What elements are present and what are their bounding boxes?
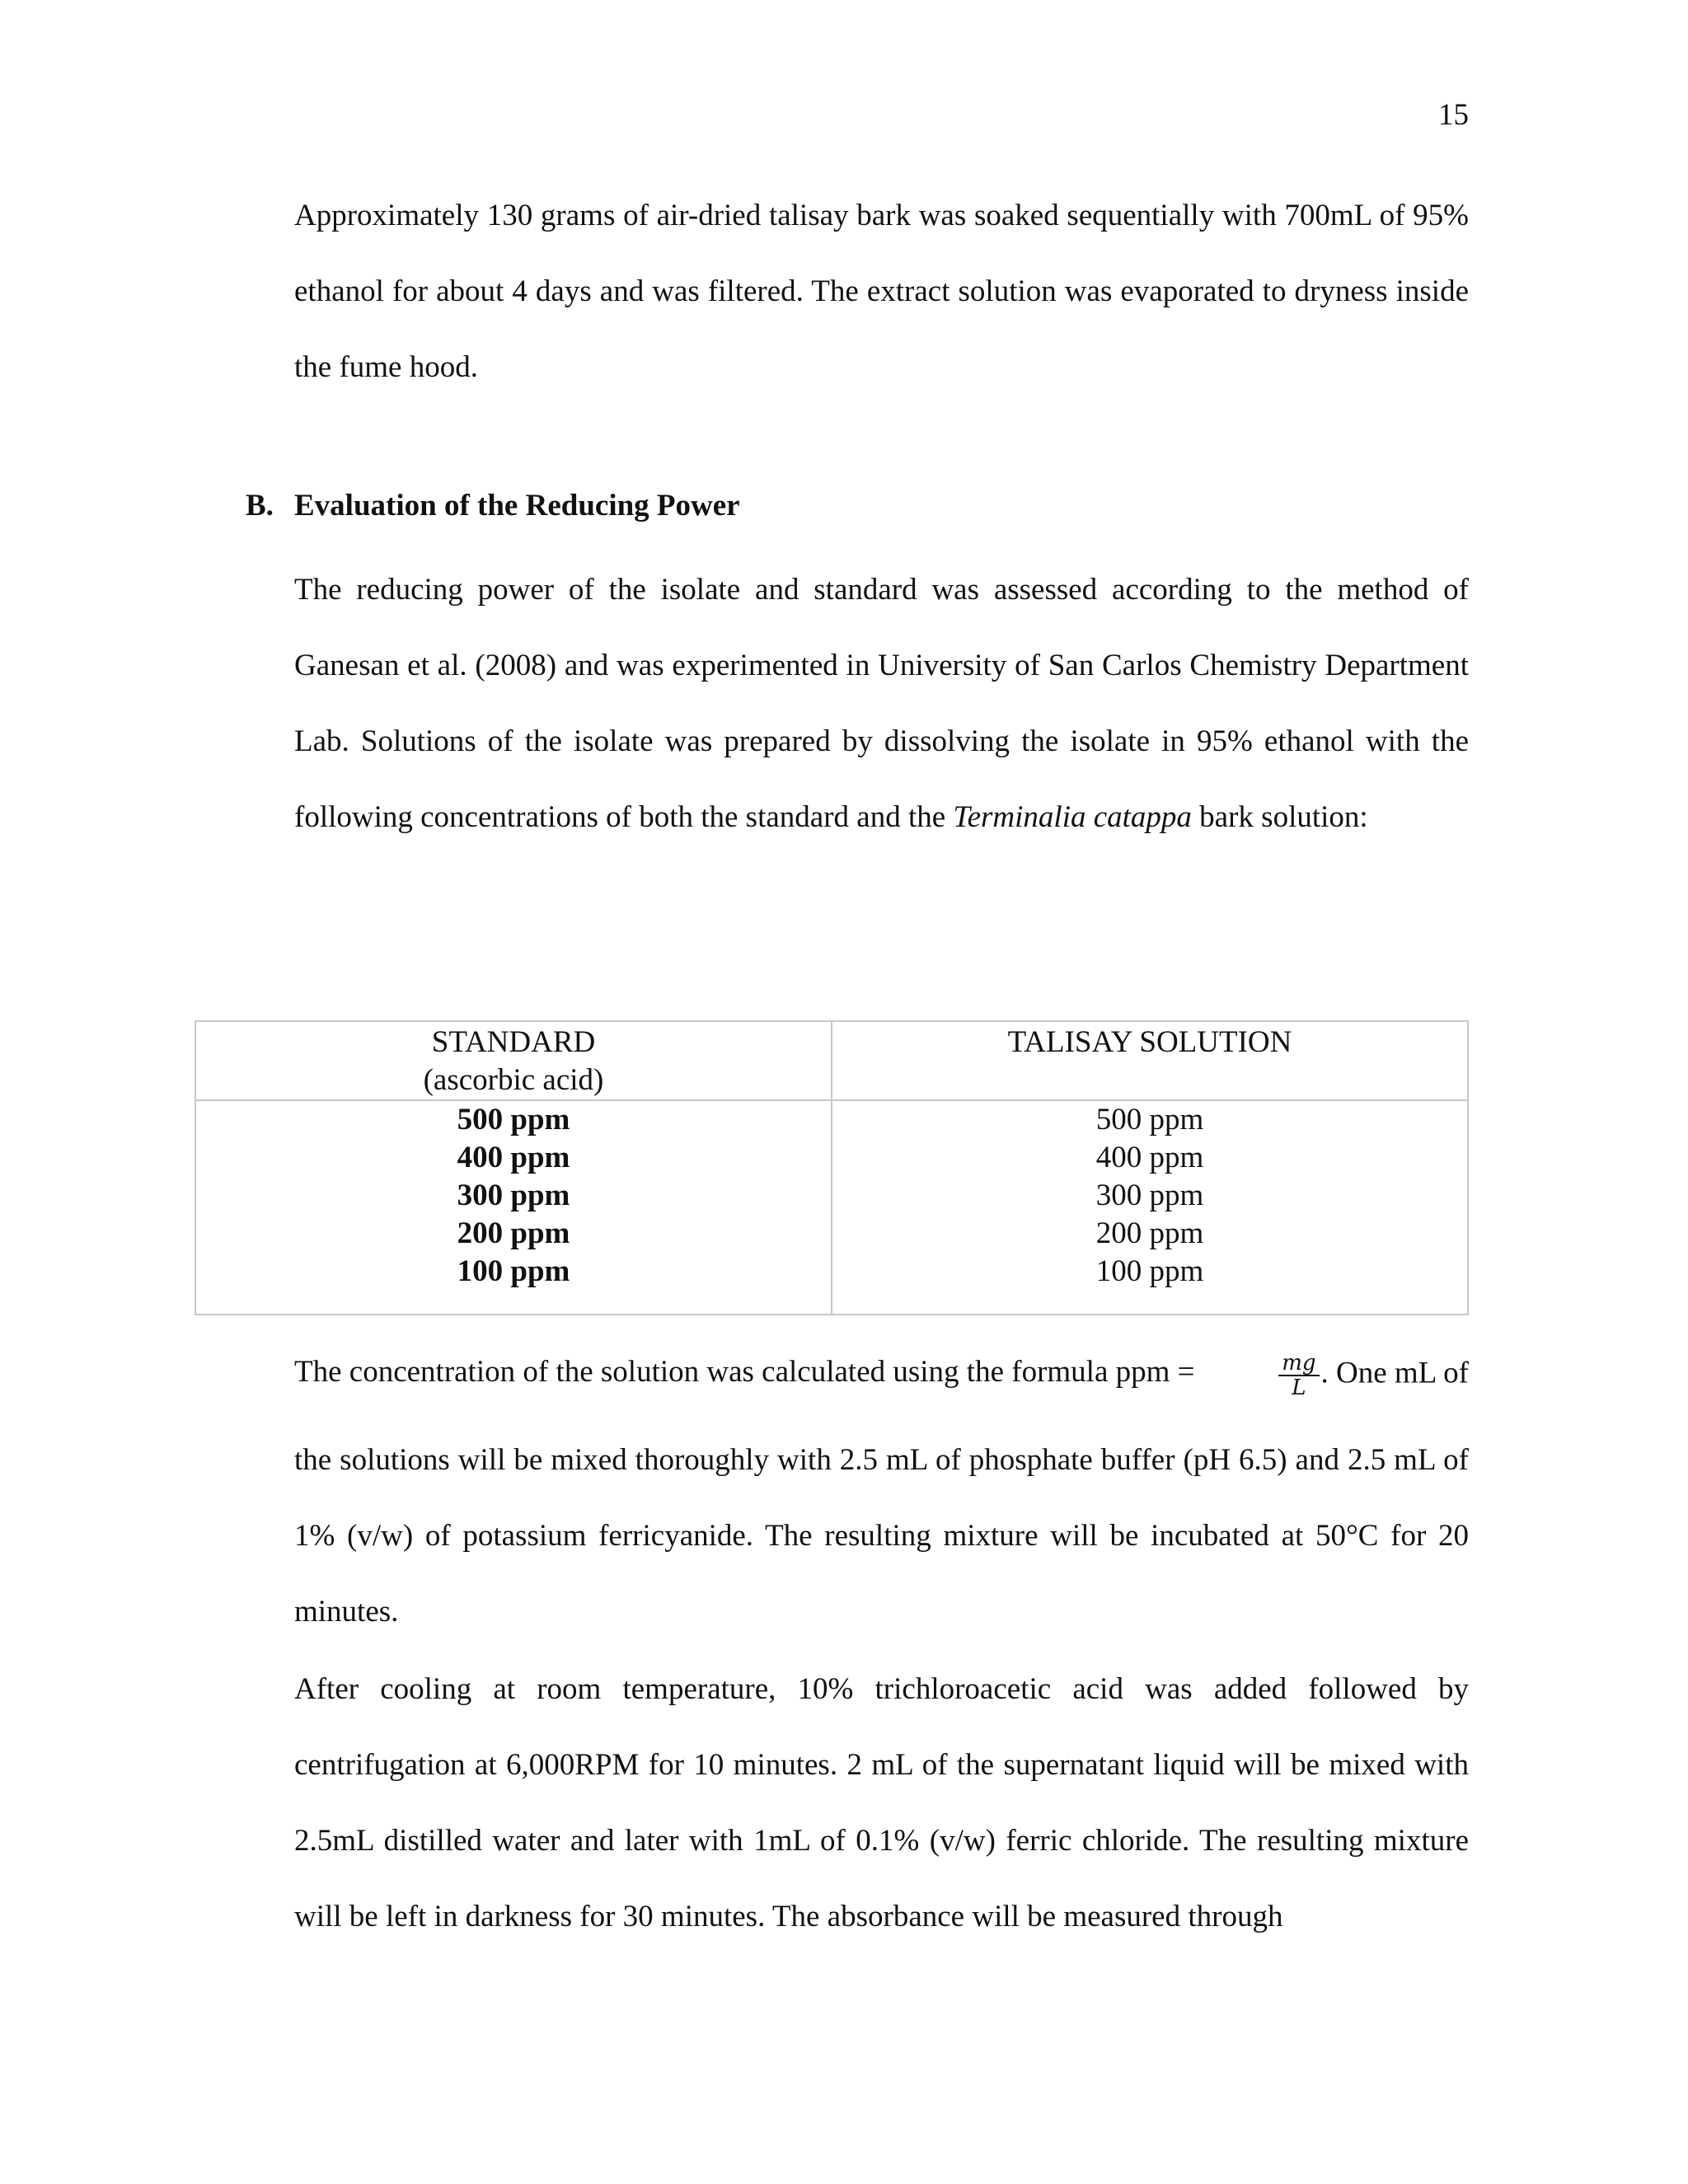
fraction-denominator: L bbox=[1292, 1376, 1306, 1400]
table-row bbox=[195, 1100, 1468, 1315]
header-standard-line1: STANDARD bbox=[431, 1025, 596, 1059]
standard-value: 300 ppm bbox=[457, 1179, 570, 1212]
standard-values-cell bbox=[195, 1100, 832, 1315]
header-talisay-line1: TALISAY SOLUTION bbox=[1007, 1025, 1292, 1059]
standard-value: 100 ppm bbox=[457, 1254, 570, 1288]
paragraph-extraction: Approximately 130 grams of air-dried talisay bark was soaked sequentially with 700mL of 95% ethanol for about 4 days and was filtered. The extract solution was evaporated to dryness inside the fume hood. bbox=[294, 199, 1469, 384]
formula-line bbox=[294, 1352, 1469, 1399]
talisay-values-cell bbox=[832, 1100, 1468, 1315]
talisay-value: 100 ppm bbox=[1095, 1254, 1204, 1288]
formula-tail bbox=[1277, 1352, 1469, 1399]
section-letter: B. bbox=[246, 489, 274, 523]
formula-text-before: The concentration of the solution was calculated using the formula ppm = bbox=[294, 1355, 1195, 1389]
concentration-table bbox=[195, 1020, 1469, 1315]
formula-fraction bbox=[1278, 1352, 1319, 1399]
standard-value: 400 ppm bbox=[457, 1141, 570, 1174]
header-standard bbox=[195, 1021, 832, 1100]
concentration-table-container bbox=[195, 1020, 1469, 1315]
standard-value: 500 ppm bbox=[457, 1103, 570, 1137]
talisay-value: 500 ppm bbox=[1095, 1103, 1204, 1137]
standard-value: 200 ppm bbox=[457, 1216, 570, 1250]
talisay-value: 200 ppm bbox=[1095, 1216, 1204, 1250]
formula-text-after: . One mL of bbox=[1320, 1356, 1469, 1390]
section-title: Evaluation of the Reducing Power bbox=[294, 489, 740, 523]
species-name: Terminalia catappa bbox=[953, 800, 1192, 834]
header-talisay bbox=[832, 1021, 1468, 1100]
talisay-value: 400 ppm bbox=[1095, 1141, 1204, 1174]
paragraph-cooling: After cooling at room temperature, 10% trichloroacetic acid was added followed by centrifugation at 6,000RPM for 10 minutes. 2 mL of the supernatant liquid will be mixed with 2.5mL distilled water and later with 1mL of 0.1% (v/w) ferric chloride. The resulting mixture will be left in darkness for 30 minutes. The absorbance will be measured through bbox=[294, 1672, 1469, 1933]
table-header-row bbox=[195, 1021, 1468, 1100]
paragraph-text: The reducing power of the isolate and standard was assessed according to the method of Ganesan et al. (2008) and was experimented in University of San Carlos Chemistry Department Lab. Solutions of the isolate was prepared by dissolving the isolate in 95% ethanol with the following concentrations of both the standard and the bbox=[294, 573, 1469, 834]
paragraph-reducing-power bbox=[294, 552, 1469, 855]
header-standard-line2: (ascorbic acid) bbox=[423, 1063, 604, 1097]
section-heading bbox=[246, 488, 740, 523]
talisay-value: 300 ppm bbox=[1095, 1179, 1204, 1212]
paragraph-mixing: the solutions will be mixed thoroughly with 2.5 mL of phosphate buffer (pH 6.5) and 2.5 mL of 1% (v/w) of potassium ferricyanide. The resulting mixture will be incubated at 50°C for 20 minutes. bbox=[294, 1443, 1469, 1629]
page-number: 15 bbox=[1438, 98, 1469, 132]
paragraph-text-end: bark solution: bbox=[1199, 800, 1368, 834]
fraction-numerator: mg bbox=[1278, 1352, 1319, 1376]
